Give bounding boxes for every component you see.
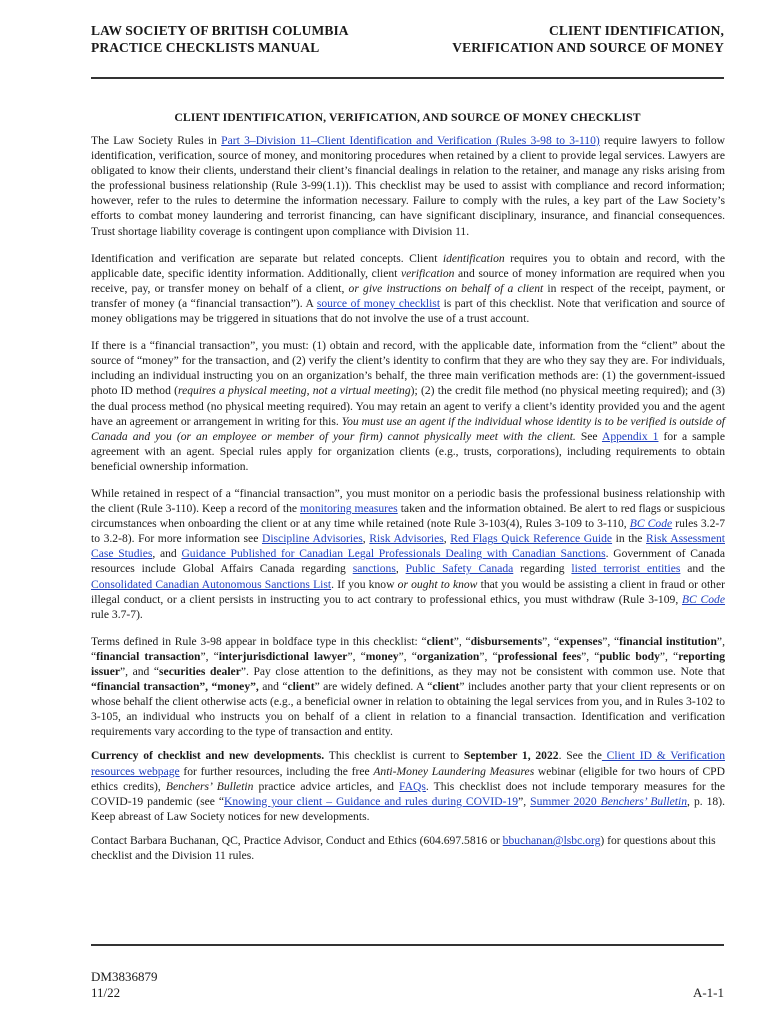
paragraph-defined-terms: Terms defined in Rule 3-98 appear in boldface type in this checklist: “client”, “disbursements”, “expenses”, “financial institution”, “financial transaction”, “interjurisdictional lawyer”, “money”, “organization”, “professional fees”, “public body”, “reporting issuer”, and “securities dealer”. Pay close attention to the definitions, as they may not be consistent with common use. Note that “financial transaction”, “money”, and “client” are widely defined. A “client” includes another party that your client represents or on whose behalf the client otherwise acts (e.g., a beneficial owner in relation to obtaining the legal services from you, and in Rules 3-102 to 3-105, an individual who instructs you on behalf of a client in relation to a financial transaction. Identification and verification requirements vary according to the type of transaction and entity. bbox=[91, 634, 726, 739]
paragraph-currency: Currency of checklist and new developments. This checklist is current to September 1, 2022. See the Client ID & Verification resources webpage for further resources, including the free Anti-Money Laundering Measures webinar (eligible for two hours of CPD ethics credits), Benchers’ Bulletin practice advice articles, and FAQs. This checklist does not include temporary measures for the COVID-19 pandemic (see “Knowing your client – Guidance and rules during COVID-19”, Summer 2020 Benchers’ Bulletin, p. 18). Keep abreast of Law Society notices for new developments. bbox=[91, 749, 725, 823]
paragraph-identification-verification: Identification and verification are separate but related concepts. Client identification requires you to obtain and record, with the applicable date, specific identity information. Additionally, client verification and source of money information are required when you receive, pay, or transfer money on behalf of a client, or give instructions on behalf of a client in respect of the receipt, payment, or transfer of money (a “financial transaction”). A source of money checklist is part of this checklist. Note that verification and source of money obligations may be triggered in situations that do not involve the use of a trust account. bbox=[91, 251, 726, 326]
sanctions-link[interactable]: sanctions bbox=[352, 562, 396, 576]
header-right bbox=[452, 22, 724, 56]
bc-code-link[interactable]: BC Code bbox=[629, 517, 673, 531]
header-org: LAW SOCIETY OF BRITISH COLUMBIA bbox=[91, 23, 349, 38]
document-body bbox=[91, 133, 725, 875]
client-id-resources-link[interactable]: Client ID & Verification resources webpage bbox=[91, 749, 725, 778]
document-date: 11/22 bbox=[91, 985, 121, 1000]
rules-part3-division11-link[interactable]: Part 3–Division 11–Client Identification and Verification (Rules 3-98 to 3-110) bbox=[221, 134, 600, 147]
faqs-link[interactable]: FAQs bbox=[399, 779, 426, 793]
bc-code-link-2[interactable]: BC Code bbox=[681, 592, 725, 606]
risk-advisories-link[interactable]: Risk Advisories bbox=[369, 532, 444, 546]
source-of-money-checklist-link[interactable]: source of money checklist bbox=[316, 296, 441, 310]
header-section-line2: VERIFICATION AND SOURCE OF MONEY bbox=[452, 40, 724, 55]
risk-assessment-case-studies-link[interactable]: Risk Assessment Case Studies bbox=[91, 532, 725, 561]
footer-doc-info bbox=[91, 969, 157, 1001]
red-flags-guide-link[interactable]: Red Flags Quick Reference Guide bbox=[450, 532, 613, 546]
appendix-1-link[interactable]: Appendix 1 bbox=[601, 429, 659, 443]
sanctions-guidance-link[interactable]: Guidance Published for Canadian Legal Professionals Dealing with Canadian Sanctions bbox=[181, 547, 606, 561]
monitoring-measures-link[interactable]: monitoring measures bbox=[300, 502, 398, 516]
header-divider bbox=[91, 77, 724, 79]
contact-email-link[interactable]: bbuchanan@lsbc.org bbox=[502, 833, 601, 847]
autonomous-sanctions-list-link[interactable]: Consolidated Canadian Autonomous Sanctions List bbox=[91, 577, 332, 591]
paragraph-intro: The Law Society Rules in Part 3–Division 11–Client Identification and Verification (Rules 3-98 to 3-110) require lawyers to follow identification, verification, source of money, and monitoring procedures when retained by a client to provide legal services. Lawyers are obligated to know their clients, understand their client’s financial dealings in relation to the retainer, and manage any risks arising from the professional business relationship (Rule 3-99(1.1)). This checklist may be used to assist with compliance and record information; however, refer to the rules to determine the information necessary. Failure to comply with the rules, a key part of the Law Society’s efforts to combat money laundering and terrorist financing, can have significant disciplinary, insurance, and financial consequences. Trust shortage liability coverage is contingent upon compliance with Division 11. bbox=[91, 134, 725, 238]
page-number: A-1-1 bbox=[692, 985, 724, 1000]
header-left bbox=[91, 22, 349, 56]
footer-divider bbox=[91, 944, 724, 946]
public-safety-canada-link[interactable]: Public Safety Canada bbox=[405, 562, 514, 576]
paragraph-contact: Contact Barbara Buchanan, QC, Practice Advisor, Conduct and Ethics (604.697.5816 or bbuchanan@lsbc.org) for questions about this checklist and the Division 11 rules. bbox=[91, 833, 716, 863]
listed-terrorist-entities-link[interactable]: listed terrorist entities bbox=[571, 562, 681, 576]
paragraph-financial-transaction: If there is a “financial transaction”, you must: (1) obtain and record, with the applicable date, information from the “client” about the source of “money” for the transaction, and (2) verify the client’s identity to confirm that they are who they say they are. For individuals, including an individual instructing you on an organization’s behalf, the three main verification methods are: (1) the government-issued photo ID method (requires a physical meeting, not a virtual meeting); (2) the credit file method (no physical meeting required); and (3) the dual process method (no physical meeting required). You may retain an agent to verify a client’s identity provided you and the agent have an agreement or arrangement in writing for this. You must use an agent if the individual whose identity is to be verified is outside of Canada and you (or an employee or member of your firm) cannot physically meet with the client. See Appendix 1 for a sample agreement with an agent. Special rules apply for organization clients (e.g., trusts, corporations), including requirements to obtain beneficial ownership information. bbox=[91, 339, 726, 473]
benchers-bulletin-link[interactable]: Summer 2020 Benchers’ Bulletin bbox=[530, 794, 688, 808]
covid-guidance-link[interactable]: Knowing your client – Guidance and rules during COVID-19 bbox=[224, 794, 519, 808]
document-id: DM3836879 bbox=[91, 969, 158, 984]
page-title: CLIENT IDENTIFICATION, VERIFICATION, AND SOURCE OF MONEY CHECKLIST bbox=[174, 111, 641, 124]
header-section-line1: CLIENT IDENTIFICATION, bbox=[549, 23, 724, 38]
paragraph-monitoring: While retained in respect of a “financial transaction”, you must monitor on a periodic basis the professional business relationship with the client (Rule 3-110). Keep a record of the monitoring measures taken and the information obtained. Be alert to red flags or suspicious circumstances when onboarding the client or at any time while retained (note Rule 3-103(4), Rules 3-109 to 3-110, BC Code rules 3.2-7 to 3.2-8). For more information see Discipline Advisories, Risk Advisories, Red Flags Quick Reference Guide in the Risk Assessment Case Studies, and Guidance Published for Canadian Legal Professionals Dealing with Canadian Sanctions. Government of Canada resources include Global Affairs Canada regarding sanctions, Public Safety Canada regarding listed terrorist entities and the Consolidated Canadian Autonomous Sanctions List. If you know or ought to know that you would be assisting a client in fraud or other illegal conduct, or a client persists in instructing you to act contrary to professional ethics, you must withdraw (Rule 3-109, BC Code rule 3.7-7). bbox=[91, 486, 726, 621]
header-manual: PRACTICE CHECKLISTS MANUAL bbox=[91, 40, 320, 55]
discipline-advisories-link[interactable]: Discipline Advisories bbox=[261, 532, 363, 546]
